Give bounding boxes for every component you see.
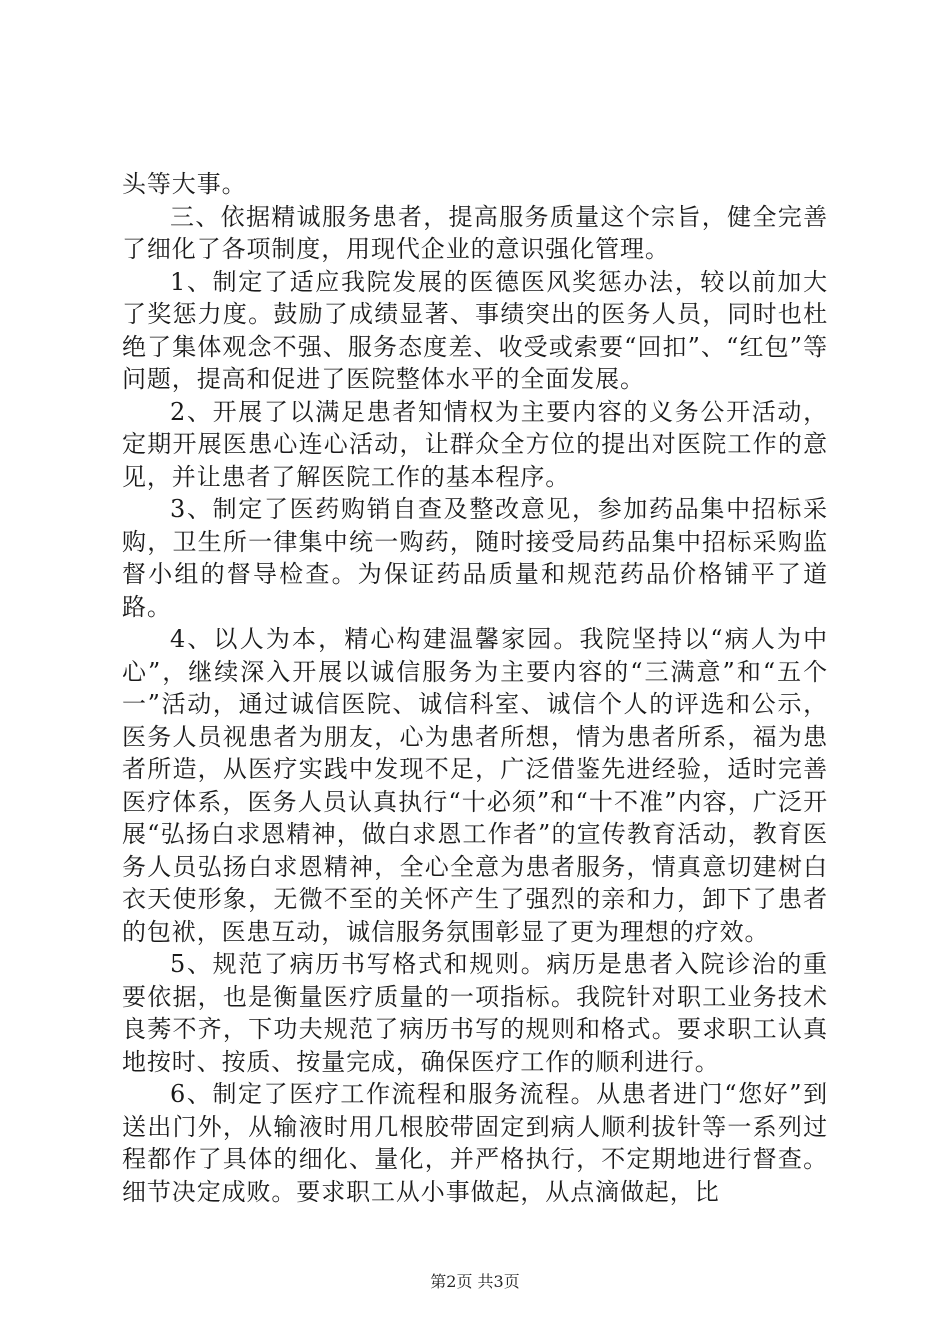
paragraph-item-3: 3、制定了医药购销自查及整改意见，参加药品集中招标采购，卫生所一律集中统一购药，随时接受局药品集中招标采购监督小组的督导检查。为保证药品质量和规范药品价格铺平了道路。 — [122, 495, 828, 621]
paragraph-item-1: 1、制定了适应我院发展的医德医风奖惩办法，较以前加大了奖惩力度。鼓励了成绩显著、事绩突出的医务人员，同时也杜绝了集体观念不强、服务态度差、收受或索要“回扣”、“红包”等问题，提高和促进了医院整体水平的全面发展。 — [122, 267, 828, 393]
document-body — [122, 168, 828, 1208]
paragraph-section-three: 三、依据精诚服务患者，提高服务质量这个宗旨，健全完善了细化了各项制度，用现代企业的意识强化管理。 — [122, 202, 828, 263]
paragraph-continuation: 头等大事。 — [122, 170, 247, 198]
paragraph-item-6: 6、制定了医疗工作流程和服务流程。从患者进门“您好”到送出门外，从输液时用几根胶带固定到病人顺利拔针等一系列过程都作了具体的细化、量化，并严格执行，不定期地进行督查。细节决定成败。要求职工从小事做起，从点滴做起，比 — [122, 1080, 828, 1206]
page-number-footer: 第2页 共3页 — [430, 1272, 520, 1291]
paragraph-item-4: 4、以人为本，精心构建温馨家园。我院坚持以“病人为中心”，继续深入开展以诚信服务为主要内容的“三满意”和“五个一”活动，通过诚信医院、诚信科室、诚信个人的评选和公示，医务人员视患者为朋友，心为患者所想，情为患者所系，福为患者所造，从医疗实践中发现不足，广泛借鉴先进经验，适时完善医疗体系，医务人员认真执行“十必须”和“十不准”内容，广泛开展“弘扬白求恩精神，做白求恩工作者”的宣传教育活动，教育医务人员弘扬白求恩精神，全心全意为患者服务，情真意切建树白衣天使形象，无微不至的关怀产生了强烈的亲和力，卸下了患者的包袱，医患互动，诚信服务氛围彰显了更为理想的疗效。 — [122, 625, 828, 946]
paragraph-item-5: 5、规范了病历书写格式和规则。病历是患者入院诊治的重要依据，也是衡量医疗质量的一项指标。我院针对职工业务技术良莠不齐，下功夫规范了病历书写的规则和格式。要求职工认真地按时、按质、按量完成，确保医疗工作的顺利进行。 — [122, 950, 828, 1076]
paragraph-item-2: 2、开展了以满足患者知情权为主要内容的义务公开活动，定期开展医患心连心活动，让群众全方位的提出对医院工作的意见，并让患者了解医院工作的基本程序。 — [122, 397, 828, 491]
